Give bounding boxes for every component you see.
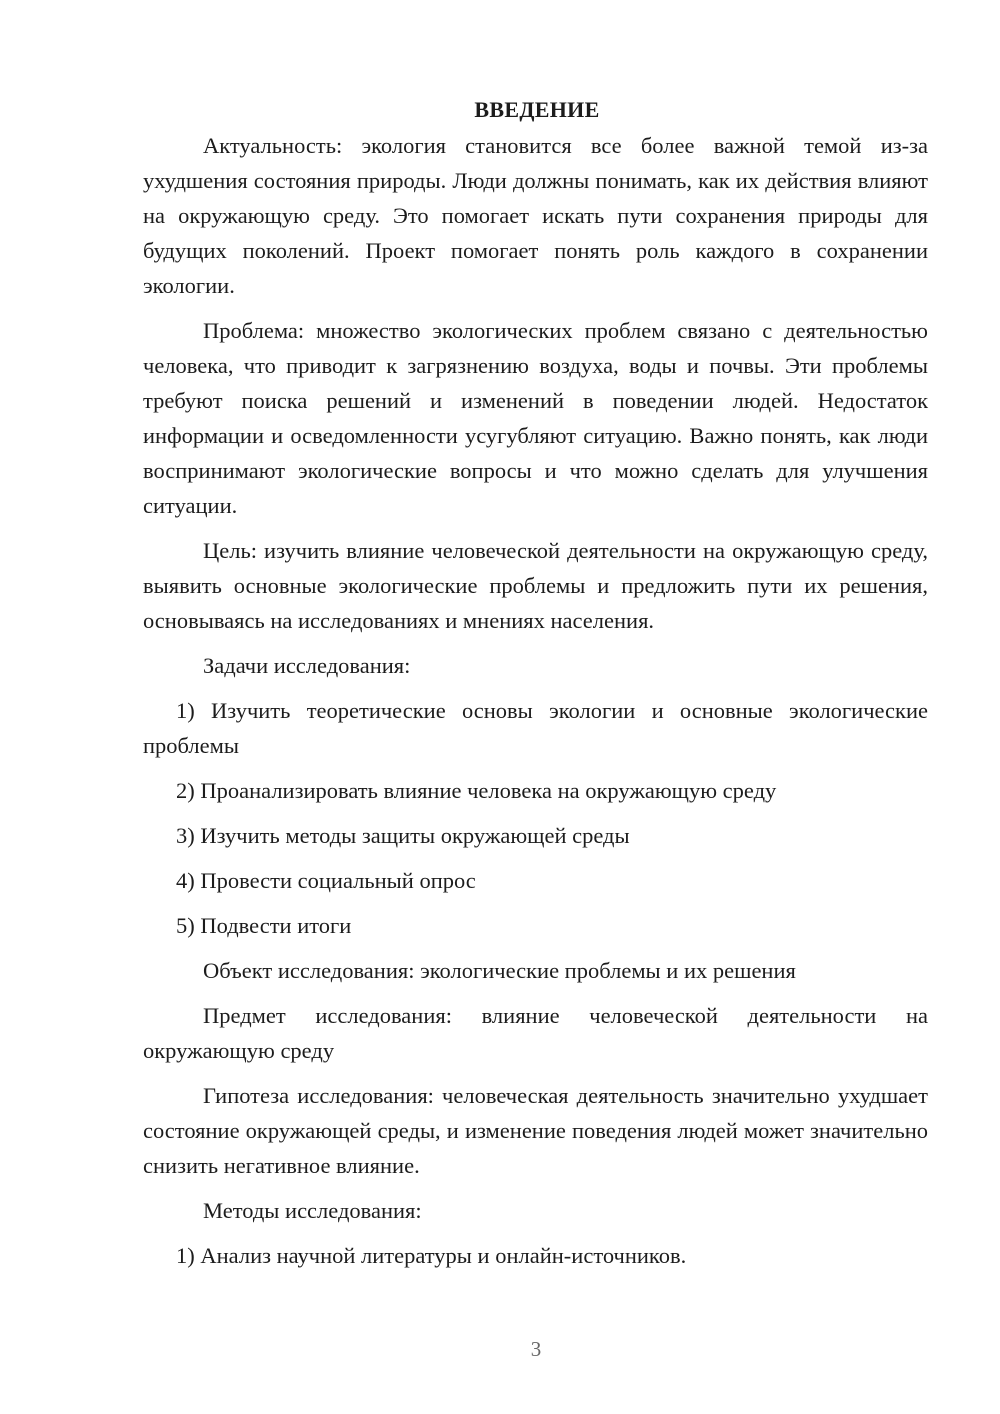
task-item-5: 5) Подвести итоги [176,913,352,938]
document-page [143,92,928,1283]
subject-paragraph: Предмет исследования: влияние человеческой деятельности на окружающую среду [143,1003,928,1063]
relevance-paragraph: Актуальность: экология становится все более важной темой из-за ухудшения состояния природы. Люди должны понимать, как их действия влияют на окружающую среду. Это помогает искать пути сохранения природы для будущих поколений. Проект помогает понять роль каждого в сохранении экологии. [143,133,928,298]
page-number: 3 [530,1337,542,1361]
hypothesis-paragraph: Гипотеза исследования: человеческая деятельность значительно ухудшает состояние окружающей среды, и изменение поведения людей может значительно снизить негативное влияние. [143,1083,928,1178]
task-item-3: 3) Изучить методы защиты окружающей среды [176,823,630,848]
problem-paragraph: Проблема: множество экологических проблем связано с деятельностью человека, что приводит к загрязнению воздуха, воды и почвы. Эти проблемы требуют поиска решений и изменений в поведении людей. Недостаток информации и осведомленности усугубляют ситуацию. Важно понять, как люди воспринимают экологические вопросы и что можно сделать для улучшения ситуации. [143,318,928,518]
section-title: ВВЕДЕНИЕ [474,97,600,122]
task-item-4: 4) Провести социальный опрос [176,868,476,893]
goal-paragraph: Цель: изучить влияние человеческой деятельности на окружающую среду, выявить основные экологические проблемы и предложить пути их решения, основываясь на исследованиях и мнениях населения. [143,538,928,633]
method-item-1: 1) Анализ научной литературы и онлайн-источников. [176,1243,687,1268]
tasks-heading: Задачи исследования: [203,653,411,678]
task-item-2: 2) Проанализировать влияние человека на окружающую среду [176,778,777,803]
task-item-1: 1) Изучить теоретические основы экологии и основные экологические проблемы [143,698,928,758]
methods-heading: Методы исследования: [203,1198,422,1223]
object-paragraph: Объект исследования: экологические проблемы и их решения [203,958,796,983]
